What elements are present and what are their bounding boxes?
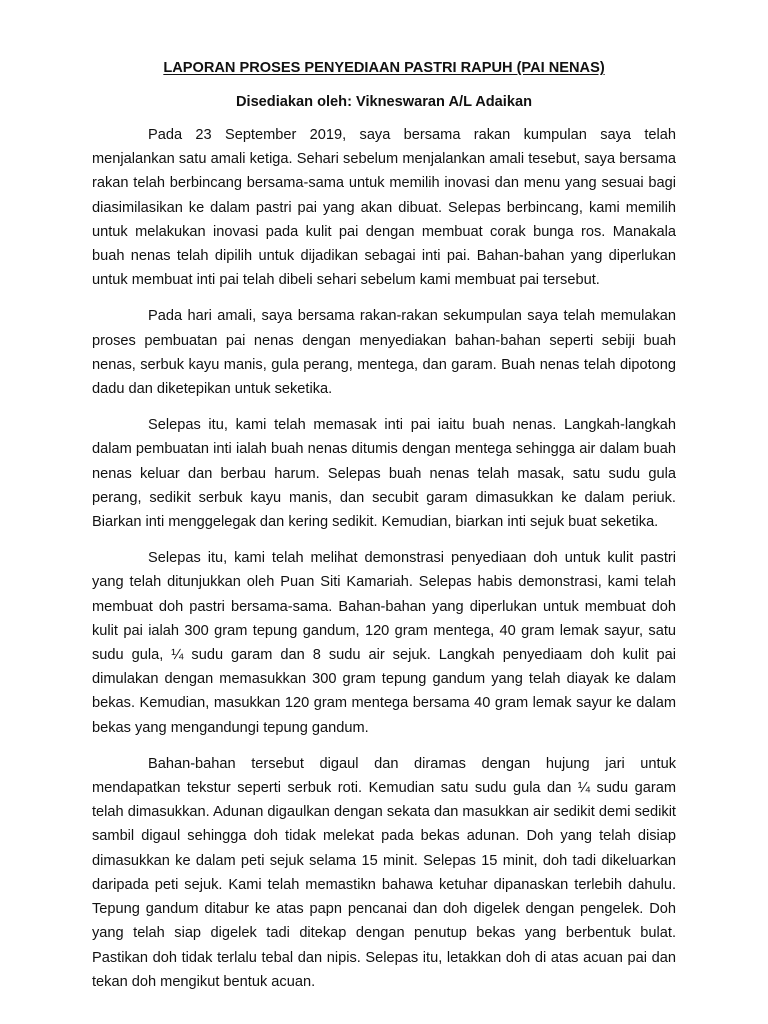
document-title: LAPORAN PROSES PENYEDIAAN PASTRI RAPUH (PAI NENAS) — [163, 60, 605, 76]
paragraph-3: Selepas itu, kami telah memasak inti pai iaitu buah nenas. Langkah-langkah dalam pembuatan inti ialah buah nenas ditumis dengan mentega sehingga air dalam buah nenas keluar dan berbau harum. Selepas buah nenas telah masak, satu sudu gula perang, sedikit serbuk kayu manis, dan secubit garam dimasukkan ke dalam periuk. Biarkan inti menggelegak dan kering sedikit. Kemudian, biarkan inti sejuk buat seketika. — [92, 417, 676, 531]
paragraph-1: Pada 23 September 2019, saya bersama rakan kumpulan saya telah menjalankan satu amali ketiga. Sehari sebelum menjalankan amali tesebut, saya bersama rakan telah berbincang bersama-sama untuk memilih inovasi dan menu yang sesuai bagi diasimilasikan ke dalam pastri pai yang akan dibuat. Selepas berbincang, kami memilih untuk melakukan inovasi pada kulit pai dengan membuat corak bunga ros. Manakala buah nenas telah dipilih untuk dijadikan sebagai inti pai. Bahan-bahan yang diperlukan untuk membuat inti pai telah dibeli sehari sebelum kami membuat pai tersebut. — [92, 127, 676, 289]
paragraph-4: Selepas itu, kami telah melihat demonstrasi penyediaan doh untuk kulit pastri yang telah ditunjukkan oleh Puan Siti Kamariah. Selepas habis demonstrasi, kami telah membuat doh pastri bersama-sama. Bahan-bahan yang diperlukan untuk membuat doh kulit pai ialah 300 gram tepung gandum, 120 gram mentega, 40 gram lemak sayur, satu sudu gula, ¼ sudu garam dan 8 sudu air sejuk. Langkah penyediaam doh kulit pai dimulakan dengan memasukkan 300 gram tepung gandum yang telah diayak ke dalam bekas. Kemudian, masukkan 120 gram mentega bersama 40 gram lemak sayur ke dalam bekas yang mengandungi tepung gandum. — [92, 550, 676, 736]
paragraph-5: Bahan-bahan tersebut digaul dan diramas dengan hujung jari untuk mendapatkan tekstur seperti serbuk roti. Kemudian satu sudu gula dan ¼ sudu garam telah dimasukkan. Adunan digaulkan dengan sekata dan masukkan air sedikit demi sedikit sambil digaul sehingga doh tidak melekat pada bekas adunan. Doh yang telah disiap dimasukkan ke dalam peti sejuk selama 15 minit. Selepas 15 minit, doh tadi dikeluarkan daripada peti sejuk. Kami telah memastikn bahawa ketuhar dipanaskan terlebih dahulu. Tepung gandum ditabur ke atas papn pencanai dan doh digelek dengan pengelek. Doh yang telah siap digelek tadi ditekap dengan penutup bekas yang berbentuk bulat. Pastikan doh tidak terlalu tebal dan nipis. Selepas itu, letakkan doh di atas acuan pai dan tekan doh mengikut bentuk acuan. — [92, 755, 676, 990]
document-page — [92, 58, 676, 994]
paragraph-2: Pada hari amali, saya bersama rakan-rakan sekumpulan saya telah memulakan proses pembuatan pai nenas dengan menyediakan bahan-bahan seperti sebiji buah nenas, serbuk kayu manis, gula perang, mentega, dan garam. Buah nenas telah dipotong dadu dan diketepikan untuk seketika. — [92, 308, 676, 398]
author-line: Disediakan oleh: Vikneswaran A/L Adaikan — [235, 94, 533, 110]
